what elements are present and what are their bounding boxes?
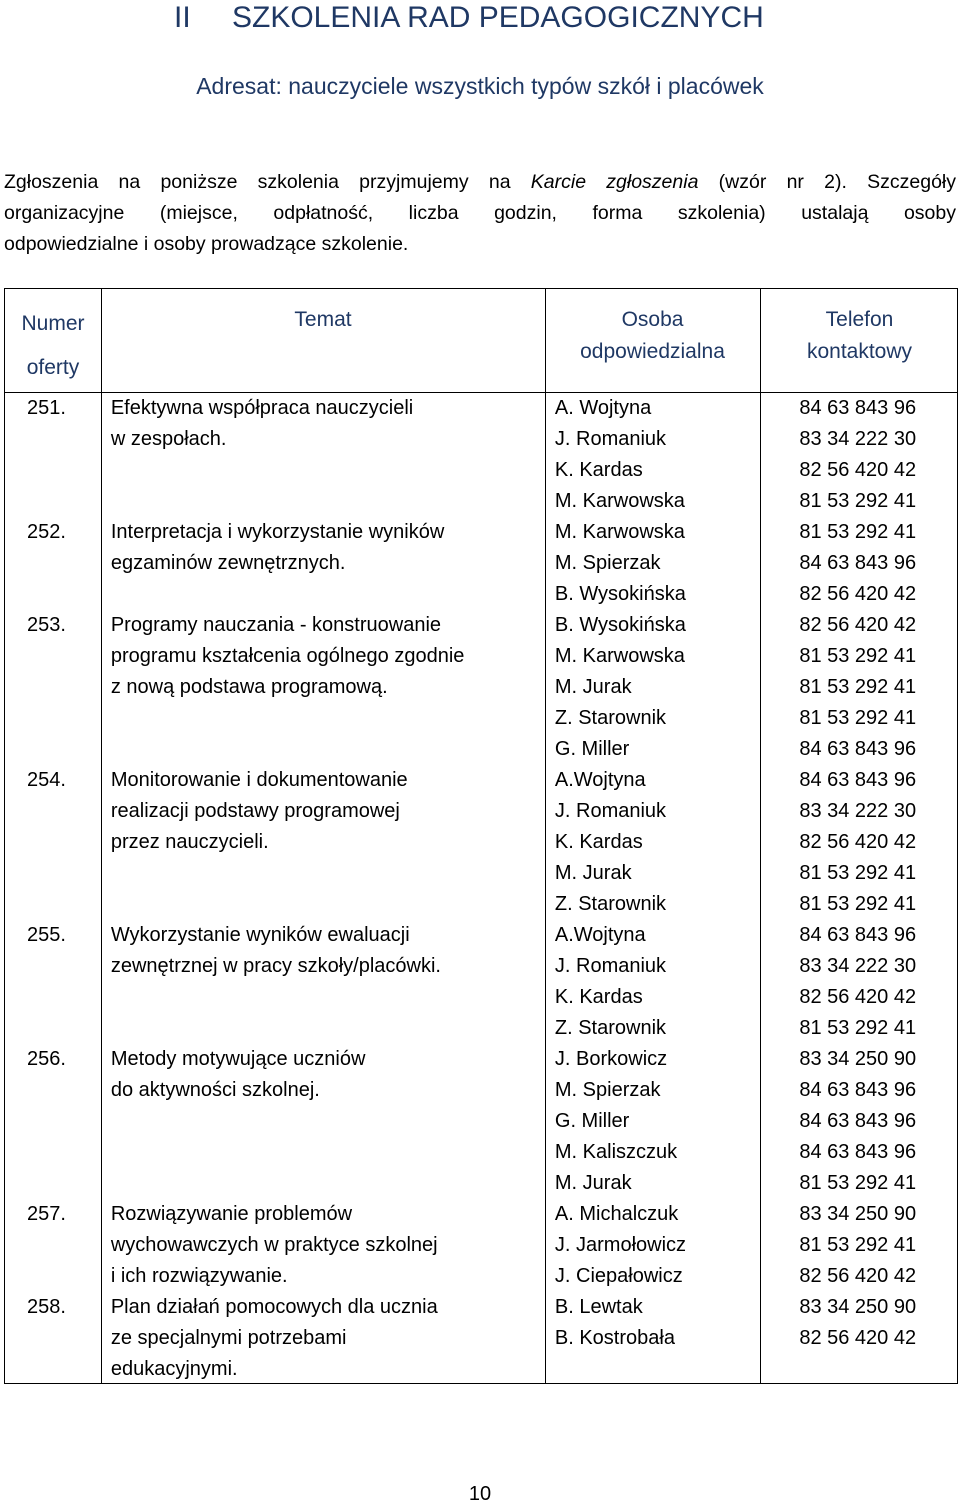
- phone-cell-line: 84 63 843 96: [799, 738, 917, 760]
- person-cell-line: J. Borkowicz: [554, 1048, 668, 1070]
- phone-cell-line: 81 53 292 41: [799, 893, 917, 915]
- person-cell: [544, 765, 759, 920]
- person-cell-line: Z. Starownik: [554, 893, 667, 915]
- topic-cell-line: z nową podstawa programową.: [110, 676, 388, 698]
- audience-subtitle: Adresat: nauczyciele wszystkich typów szkół i placówek: [196, 73, 764, 99]
- phone-cell-line: 83 34 222 30: [799, 428, 917, 450]
- topic-cell: [101, 1292, 544, 1385]
- offer-number: 258.: [27, 1296, 66, 1318]
- header-phone-line-2: kontaktowy: [806, 340, 913, 363]
- topic-cell-line: zewnętrznej w pracy szkoły/placówki.: [110, 955, 441, 977]
- person-cell: [544, 1292, 759, 1385]
- table-row: [5, 1292, 957, 1385]
- header-topic: Temat: [294, 308, 352, 331]
- header-phone-line-1: Telefon: [825, 308, 894, 331]
- table-row: [5, 1199, 957, 1292]
- person-cell: [544, 920, 759, 1044]
- person-cell: [544, 1044, 759, 1199]
- topic-cell-line: w zespołach.: [110, 428, 227, 450]
- topic-cell: [101, 1044, 544, 1199]
- person-cell-line: K. Kardas: [554, 831, 643, 853]
- header-person: [545, 304, 760, 368]
- phone-cell-line: 82 56 420 42: [799, 1265, 917, 1287]
- phone-cell: [758, 1199, 957, 1292]
- phone-cell-line: 83 34 250 90: [799, 1296, 917, 1318]
- person-cell-line: M. Spierzak: [554, 552, 661, 574]
- person-cell-line: Z. Starownik: [554, 1017, 667, 1039]
- topic-cell-line: Wykorzystanie wyników ewaluacji: [110, 924, 410, 946]
- section-title: SZKOLENIA RAD PEDAGOGICZNYCH: [232, 1, 764, 34]
- person-cell-line: A.Wojtyna: [554, 924, 646, 946]
- topic-cell-line: ze specjalnymi potrzebami: [110, 1327, 347, 1349]
- topic-cell-line: Metody motywujące uczniów: [110, 1048, 366, 1070]
- phone-cell-line: 84 63 843 96: [799, 397, 917, 419]
- person-cell-line: J. Ciepałowicz: [554, 1265, 683, 1287]
- topic-cell-line: Interpretacja i wykorzystanie wyników: [110, 521, 445, 543]
- person-cell-line: G. Miller: [554, 1110, 630, 1132]
- offer-number: 251.: [27, 397, 66, 419]
- phone-cell-line: 84 63 843 96: [799, 769, 917, 791]
- phone-cell-line: 81 53 292 41: [799, 1234, 917, 1256]
- person-cell-line: M. Karwowska: [554, 490, 685, 512]
- intro-text: (wzór nr 2). Szczegóły: [698, 171, 956, 193]
- person-cell-line: K. Kardas: [554, 459, 643, 481]
- person-cell-line: A.Wojtyna: [554, 769, 646, 791]
- topic-cell-line: Rozwiązywanie problemów: [110, 1203, 353, 1225]
- topic-cell: [101, 765, 544, 920]
- topic-cell: [101, 610, 544, 765]
- topic-cell: [101, 393, 544, 517]
- offer-number: 254.: [27, 769, 66, 791]
- phone-cell-line: 81 53 292 41: [799, 1017, 917, 1039]
- phone-cell: [758, 1292, 957, 1385]
- person-cell-line: J. Romaniuk: [554, 955, 667, 977]
- person-cell-line: B. Wysokińska: [554, 583, 686, 605]
- topic-cell-line: Monitorowanie i dokumentowanie: [110, 769, 408, 791]
- offer-number: 255.: [27, 924, 66, 946]
- person-cell-line: Z. Starownik: [554, 707, 667, 729]
- person-cell-line: M. Karwowska: [554, 521, 685, 543]
- person-cell-line: J. Jarmołowicz: [554, 1234, 687, 1256]
- phone-cell-line: 83 34 250 90: [799, 1203, 917, 1225]
- phone-cell-line: 81 53 292 41: [799, 707, 917, 729]
- phone-cell: [758, 610, 957, 765]
- topic-cell: [101, 517, 544, 610]
- person-cell-line: M. Karwowska: [554, 645, 685, 667]
- offer-number: 256.: [27, 1048, 66, 1070]
- offer-number: 257.: [27, 1203, 66, 1225]
- phone-cell-line: 82 56 420 42: [799, 1327, 917, 1349]
- header-number: [5, 302, 101, 390]
- phone-cell-line: 83 34 250 90: [799, 1048, 917, 1070]
- phone-cell-line: 82 56 420 42: [799, 583, 917, 605]
- person-cell-line: B. Lewtak: [554, 1296, 643, 1318]
- topic-cell-line: Programy nauczania - konstruowanie: [110, 614, 442, 636]
- topic-cell-line: i ich rozwiązywanie.: [110, 1265, 288, 1287]
- phone-cell-line: 82 56 420 42: [799, 831, 917, 853]
- table-row: [5, 393, 957, 517]
- table-row: [5, 610, 957, 765]
- phone-cell-line: 83 34 222 30: [799, 955, 917, 977]
- table-row: [5, 920, 957, 1044]
- topic-cell-line: przez nauczycieli.: [110, 831, 269, 853]
- phone-cell-line: 81 53 292 41: [799, 521, 917, 543]
- person-cell-line: K. Kardas: [554, 986, 643, 1008]
- training-table: [4, 288, 958, 1384]
- phone-cell-line: 83 34 222 30: [799, 800, 917, 822]
- section-number: II: [174, 1, 191, 34]
- person-cell: [544, 1199, 759, 1292]
- phone-cell-line: 82 56 420 42: [799, 986, 917, 1008]
- person-cell-line: A. Michalczuk: [554, 1203, 679, 1225]
- person-cell-line: G. Miller: [554, 738, 630, 760]
- header-person-line-1: Osoba: [621, 308, 684, 331]
- topic-cell-line: do aktywności szkolnej.: [110, 1079, 320, 1101]
- header-person-line-2: odpowiedzialna: [580, 340, 725, 363]
- topic-cell: [101, 1199, 544, 1292]
- phone-cell-line: 84 63 843 96: [799, 1141, 917, 1163]
- phone-cell: [758, 393, 957, 517]
- topic-cell: [101, 920, 544, 1044]
- phone-cell-line: 81 53 292 41: [799, 676, 917, 698]
- intro-line-1: [4, 167, 956, 198]
- person-cell-line: M. Jurak: [554, 676, 632, 698]
- page-number: 10: [468, 1483, 492, 1505]
- table-row: [5, 517, 957, 610]
- topic-cell-line: wychowawczych w praktyce szkolnej: [110, 1234, 438, 1256]
- topic-cell-line: edukacyjnymi.: [110, 1358, 238, 1380]
- person-cell-line: B. Kostrobała: [554, 1327, 675, 1349]
- phone-cell-line: 82 56 420 42: [799, 614, 917, 636]
- intro-paragraph: [4, 167, 956, 260]
- person-cell: [544, 517, 759, 610]
- phone-cell: [758, 1044, 957, 1199]
- offer-number: 253.: [27, 614, 66, 636]
- person-cell: [544, 610, 759, 765]
- person-cell-line: M. Jurak: [554, 862, 632, 884]
- table-body: [5, 393, 957, 1385]
- person-cell-line: M. Spierzak: [554, 1079, 661, 1101]
- table-row: [5, 765, 957, 920]
- topic-cell-line: egzaminów zewnętrznych.: [110, 552, 346, 574]
- intro-line-2: organizacyjne (miejsce, odpłatność, liczba godzin, forma szkolenia) ustalają osoby: [4, 202, 956, 224]
- table-row: [5, 1044, 957, 1199]
- header-number-line-1: Numer: [21, 312, 85, 335]
- section-heading: [174, 0, 764, 36]
- phone-cell-line: 81 53 292 41: [799, 862, 917, 884]
- topic-cell-line: Plan działań pomocowych dla ucznia: [110, 1296, 438, 1318]
- phone-cell-line: 81 53 292 41: [799, 490, 917, 512]
- phone-cell-line: 84 63 843 96: [799, 1079, 917, 1101]
- topic-cell-line: programu kształcenia ogólnego zgodnie: [110, 645, 465, 667]
- phone-cell: [758, 920, 957, 1044]
- person-cell-line: J. Romaniuk: [554, 428, 667, 450]
- person-cell-line: B. Wysokińska: [554, 614, 686, 636]
- person-cell-line: M. Kaliszczuk: [554, 1141, 678, 1163]
- offer-number: 252.: [27, 521, 66, 543]
- person-cell-line: A. Wojtyna: [554, 397, 652, 419]
- phone-cell: [758, 517, 957, 610]
- phone-cell-line: 84 63 843 96: [799, 1110, 917, 1132]
- phone-cell-line: 84 63 843 96: [799, 552, 917, 574]
- topic-cell-line: realizacji podstawy programowej: [110, 800, 400, 822]
- header-phone: [760, 304, 959, 368]
- phone-cell: [758, 765, 957, 920]
- header-number-line-2: oferty: [26, 356, 80, 379]
- intro-line-3: odpowiedzialne i osoby prowadzące szkolenie.: [4, 233, 409, 255]
- phone-cell-line: 81 53 292 41: [799, 1172, 917, 1194]
- person-cell: [544, 393, 759, 517]
- phone-cell-line: 84 63 843 96: [799, 924, 917, 946]
- person-cell-line: J. Romaniuk: [554, 800, 667, 822]
- topic-cell-line: Efektywna współpraca nauczycieli: [110, 397, 414, 419]
- phone-cell-line: 82 56 420 42: [799, 459, 917, 481]
- intro-form-name: Karcie zgłoszenia: [530, 171, 699, 193]
- person-cell-line: M. Jurak: [554, 1172, 632, 1194]
- phone-cell-line: 81 53 292 41: [799, 645, 917, 667]
- intro-text: Zgłoszenia na poniższe szkolenia przyjmujemy na: [4, 171, 531, 193]
